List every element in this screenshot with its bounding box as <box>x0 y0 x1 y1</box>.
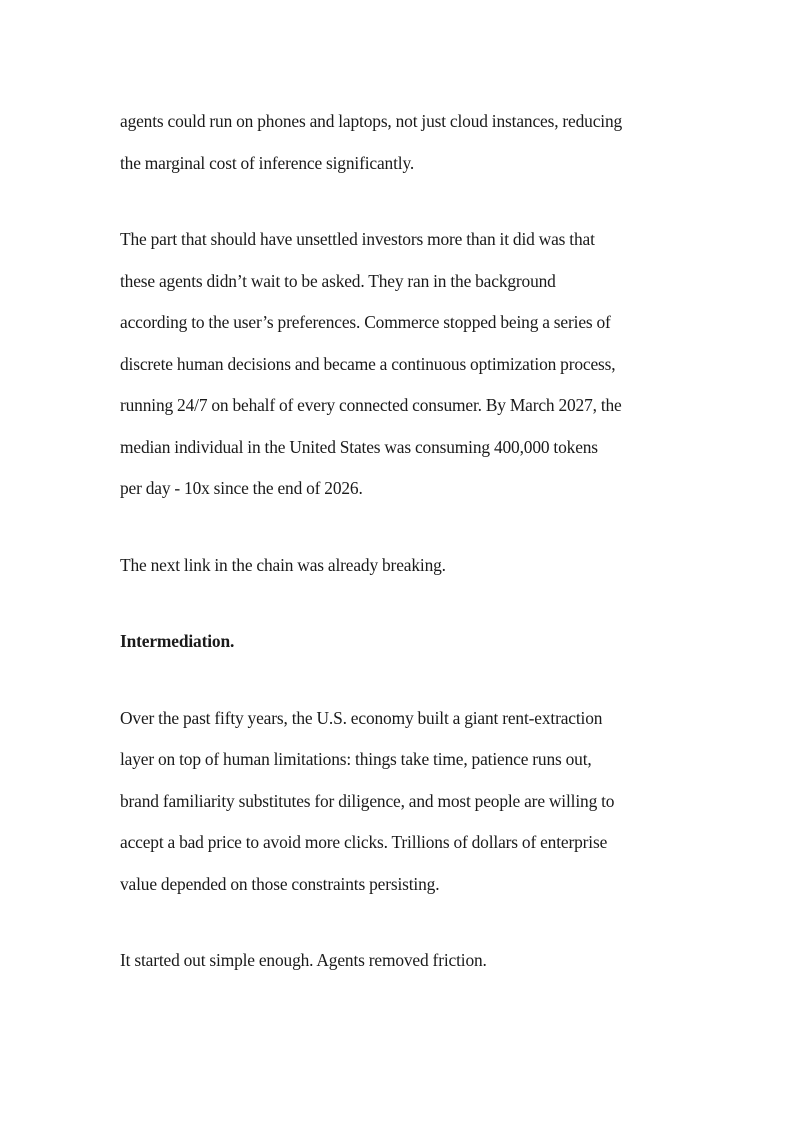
paragraph-4 <box>120 698 690 906</box>
text-line: It started out simple enough. Agents removed friction. <box>120 950 487 970</box>
text-line: the marginal cost of inference significantly. <box>120 152 415 173</box>
text-line: brand familiarity substitutes for diligence, and most people are willing to <box>120 790 615 811</box>
text-line: running 24/7 on behalf of every connected consumer. By March 2027, the <box>120 395 622 415</box>
text-line: accept a bad price to avoid more clicks. Trillions of dollars of enterprise <box>120 832 608 852</box>
text-line: per day - 10x since the end of 2026. <box>120 478 363 498</box>
paragraph-5 <box>120 940 690 982</box>
text-line: median individual in the United States was consuming 400,000 tokens <box>120 436 598 457</box>
paragraph-1 <box>120 101 690 184</box>
paragraph-gap <box>120 184 690 219</box>
text-line: according to the user’s preferences. Commerce stopped being a series of <box>120 312 611 332</box>
paragraph-gap <box>120 905 690 940</box>
heading-text: Intermediation. <box>120 631 235 651</box>
document-body <box>120 101 690 982</box>
text-line: The part that should have unsettled investors more than it did was that <box>120 229 595 249</box>
text-line: The next link in the chain was already breaking. <box>120 554 446 575</box>
paragraph-gap <box>120 510 690 545</box>
paragraph-2 <box>120 219 690 510</box>
text-line: Over the past fifty years, the U.S. economy built a giant rent-extraction <box>120 707 603 728</box>
text-line: these agents didn’t wait to be asked. They ran in the background <box>120 270 556 291</box>
text-line: layer on top of human limitations: things take time, patience runs out, <box>120 749 592 769</box>
section-heading <box>120 621 690 663</box>
text-line: agents could run on phones and laptops, not just cloud instances, reducing <box>120 111 623 131</box>
text-line: value depended on those constraints persisting. <box>120 873 440 894</box>
paragraph-3 <box>120 545 690 587</box>
text-line: discrete human decisions and became a continuous optimization process, <box>120 353 616 374</box>
paragraph-gap <box>120 663 690 698</box>
paragraph-gap <box>120 586 690 621</box>
